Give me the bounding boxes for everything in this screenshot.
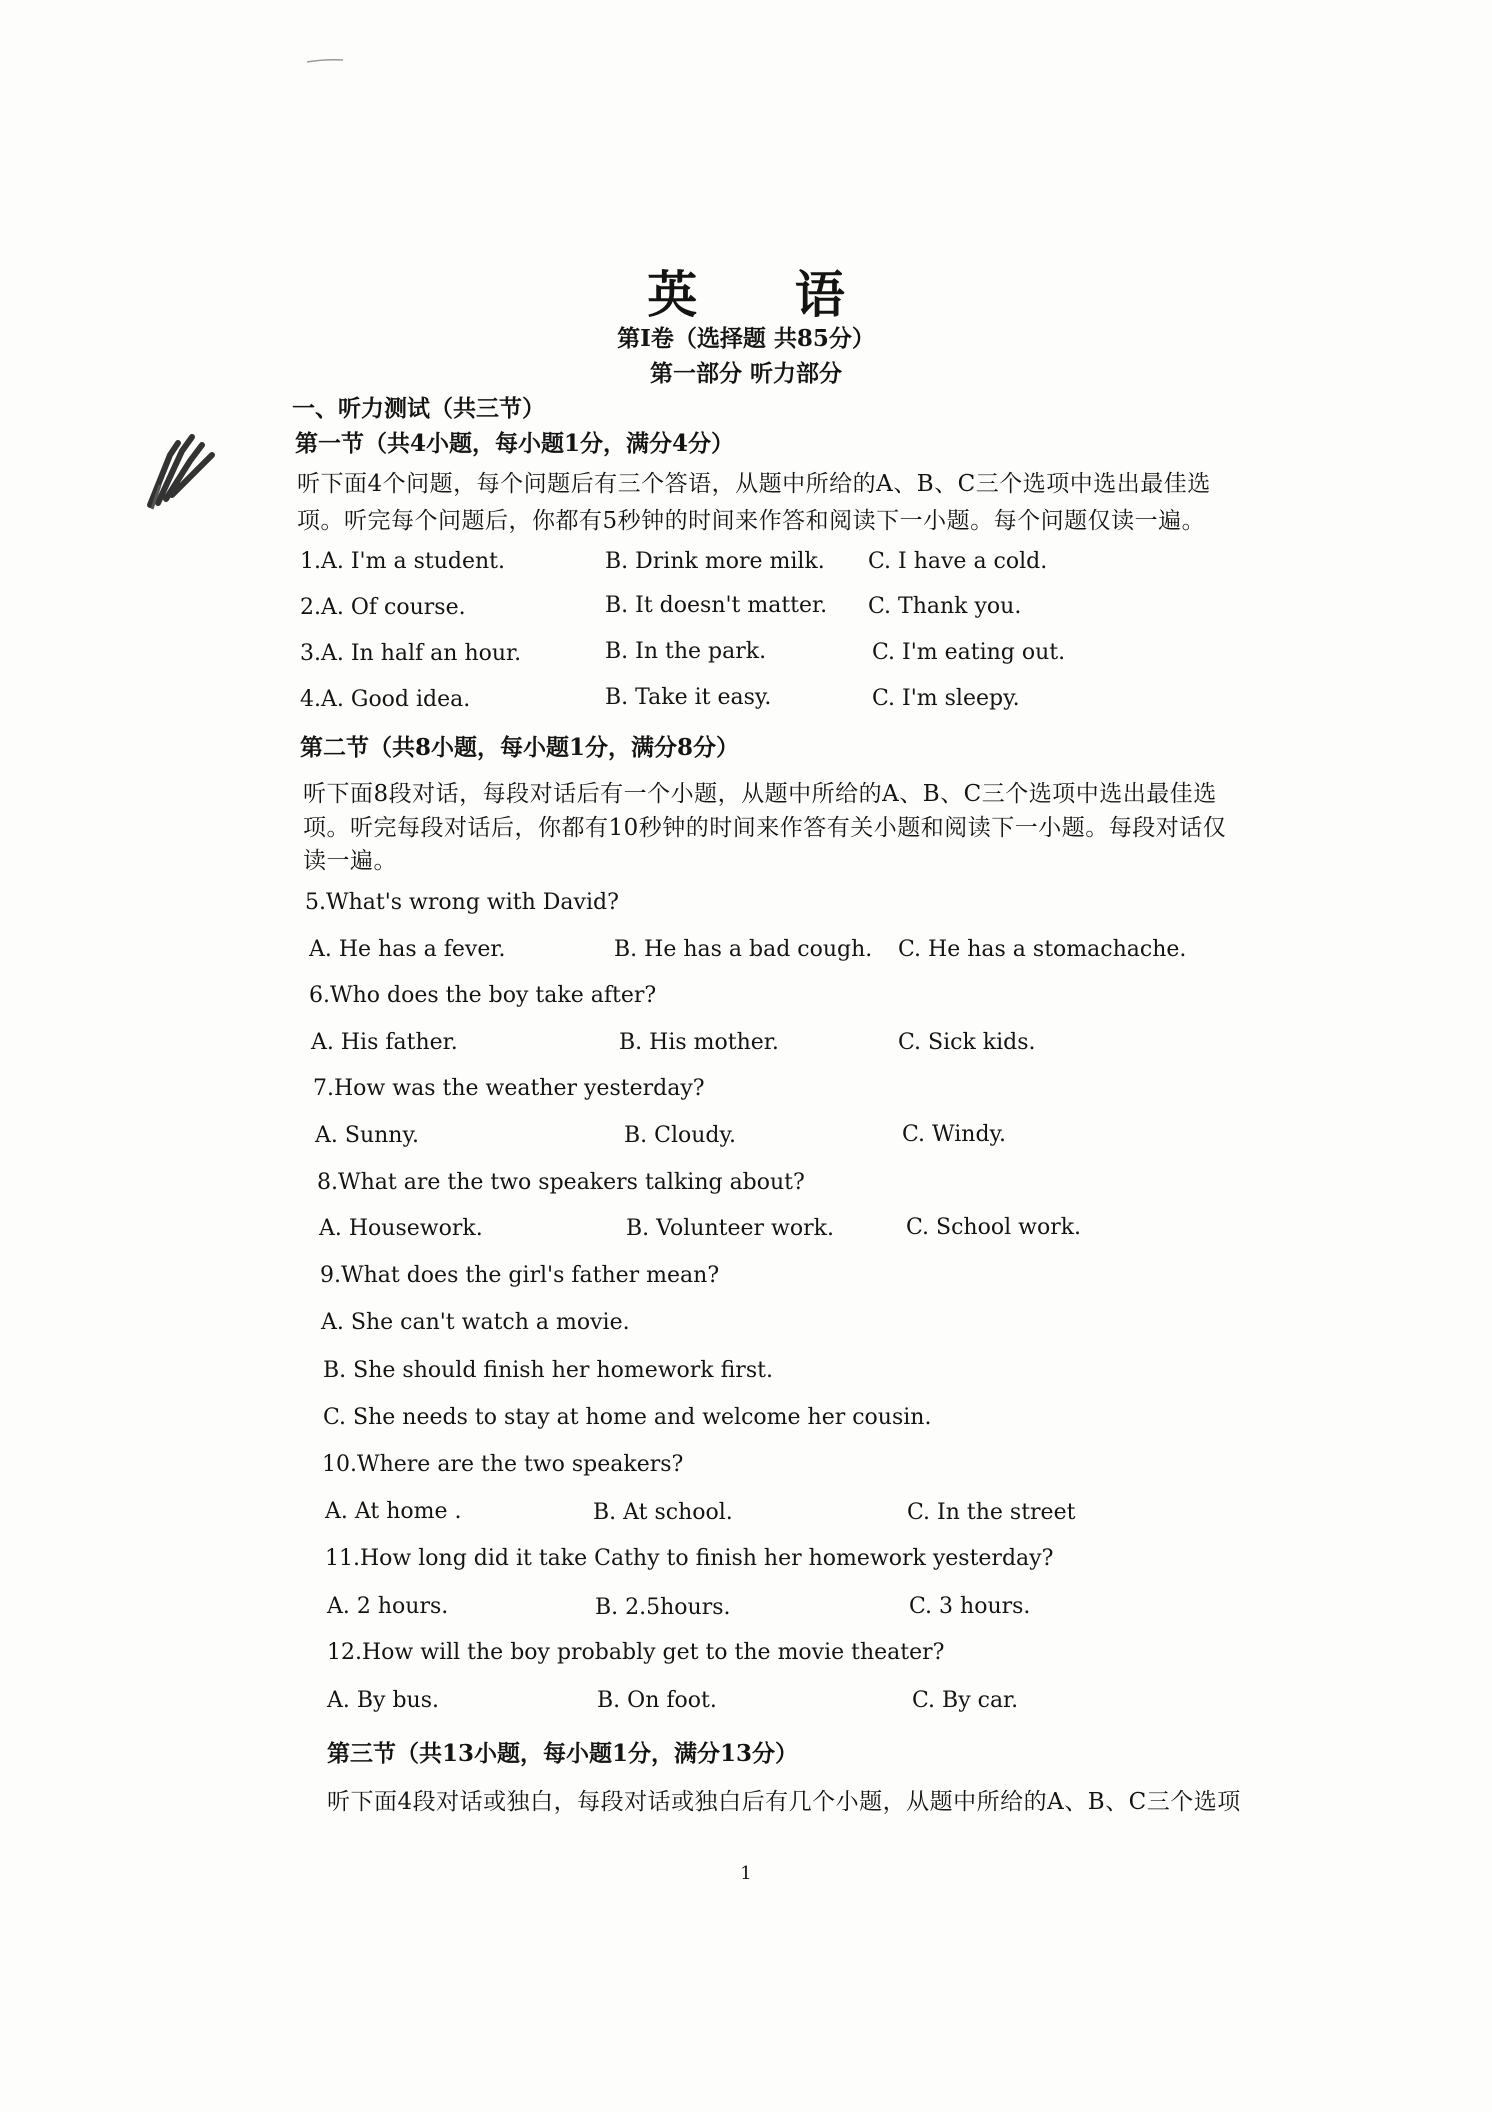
q6-option-c: C. Sick kids.	[898, 1030, 1036, 1055]
q4-option-b: B. Take it easy.	[605, 685, 772, 710]
q5-option-b: B. He has a bad cough.	[614, 937, 873, 962]
q10-question: 10.Where are the two speakers?	[322, 1452, 684, 1477]
section3-instruction-line1: 听下面4段对话或独白，每段对话或独白后有几个小题，从题中所给的A、B、C三个选项	[327, 1789, 1241, 1815]
q3-option-c: C. I'm eating out.	[872, 640, 1066, 665]
pen-scribble-decoration	[140, 425, 220, 515]
q7-option-c: C. Windy.	[902, 1122, 1007, 1147]
section2-instruction-line2: 项。听完每段对话后，你都有10秒钟的时间来作答有关小题和阅读下一小题。每段对话仅	[303, 815, 1227, 841]
q4-option-c: C. I'm sleepy.	[872, 686, 1020, 711]
section3-heading: 第三节（共13小题，每小题1分，满分13分）	[327, 1740, 799, 1767]
q7-option-b: B. Cloudy.	[624, 1123, 737, 1148]
section1-instruction-line1: 听下面4个问题，每个问题后有三个答语，从题中所给的A、B、C三个选项中选出最佳选	[297, 471, 1211, 497]
q11-option-c: C. 3 hours.	[909, 1594, 1031, 1619]
q7-option-a: A. Sunny.	[315, 1123, 419, 1148]
q10-option-a: A. At home .	[325, 1499, 462, 1524]
q8-option-a: A. Housework.	[319, 1216, 483, 1241]
q11-option-a: A. 2 hours.	[327, 1594, 449, 1619]
section2-heading: 第二节（共8小题，每小题1分，满分8分）	[300, 734, 740, 761]
q12-option-b: B. On foot.	[597, 1688, 717, 1713]
section2-instruction-line1: 听下面8段对话，每段对话后有一个小题，从题中所给的A、B、C三个选项中选出最佳选	[303, 781, 1217, 807]
q8-question: 8.What are the two speakers talking about?	[317, 1170, 805, 1195]
q3-option-b: B. In the park.	[605, 639, 767, 664]
q5-question: 5.What's wrong with David?	[305, 890, 619, 915]
q9-option-b: B. She should finish her homework first.	[323, 1358, 773, 1383]
q7-question: 7.How was the weather yesterday?	[313, 1076, 705, 1101]
q10-option-c: C. In the street	[907, 1500, 1076, 1525]
q9-option-a: A. She can't watch a movie.	[321, 1310, 630, 1335]
q9-question: 9.What does the girl's father mean?	[320, 1263, 720, 1288]
q11-question: 11.How long did it take Cathy to finish her homework yesterday?	[325, 1546, 1054, 1571]
q1-option-b: B. Drink more milk.	[605, 549, 825, 574]
part-heading: 第一部分 听力部分	[649, 360, 842, 387]
q11-option-b: B. 2.5hours.	[595, 1595, 731, 1620]
volume-heading: 第Ⅰ卷（选择题 共85分）	[617, 325, 875, 352]
page-title: 英 语	[647, 265, 885, 324]
q2-option-a: 2.A. Of course.	[300, 595, 466, 620]
q10-option-b: B. At school.	[593, 1500, 733, 1525]
q6-option-a: A. His father.	[311, 1030, 458, 1055]
listening-heading: 一、听力测试（共三节）	[292, 395, 545, 422]
q8-option-b: B. Volunteer work.	[626, 1216, 834, 1241]
q5-option-a: A. He has a fever.	[309, 937, 506, 962]
q12-option-c: C. By car.	[912, 1688, 1019, 1713]
q12-option-a: A. By bus.	[327, 1688, 439, 1713]
section1-instruction-line2: 项。听完每个问题后，你都有5秒钟的时间来作答和阅读下一小题。每个问题仅读一遍。	[297, 508, 1206, 534]
q3-option-a: 3.A. In half an hour.	[300, 641, 522, 666]
q1-option-c: C. I have a cold.	[868, 549, 1048, 574]
q6-option-b: B. His mother.	[619, 1030, 779, 1055]
q6-question: 6.Who does the boy take after?	[309, 983, 657, 1008]
q1-option-a: 1.A. I'm a student.	[300, 549, 505, 574]
q5-option-c: C. He has a stomachache.	[898, 937, 1187, 962]
q2-option-c: C. Thank you.	[868, 594, 1022, 619]
q9-option-c: C. She needs to stay at home and welcome her cousin.	[323, 1405, 932, 1430]
q12-question: 12.How will the boy probably get to the movie theater?	[327, 1640, 945, 1665]
q2-option-b: B. It doesn't matter.	[605, 593, 828, 618]
page-number: 1	[740, 1863, 752, 1884]
pen-mark-decoration	[305, 58, 345, 64]
q8-option-c: C. School work.	[906, 1215, 1082, 1240]
section1-heading: 第一节（共4小题，每小题1分，满分4分）	[295, 430, 735, 457]
section2-instruction-line3: 读一遍。	[303, 848, 397, 874]
q4-option-a: 4.A. Good idea.	[300, 687, 471, 712]
